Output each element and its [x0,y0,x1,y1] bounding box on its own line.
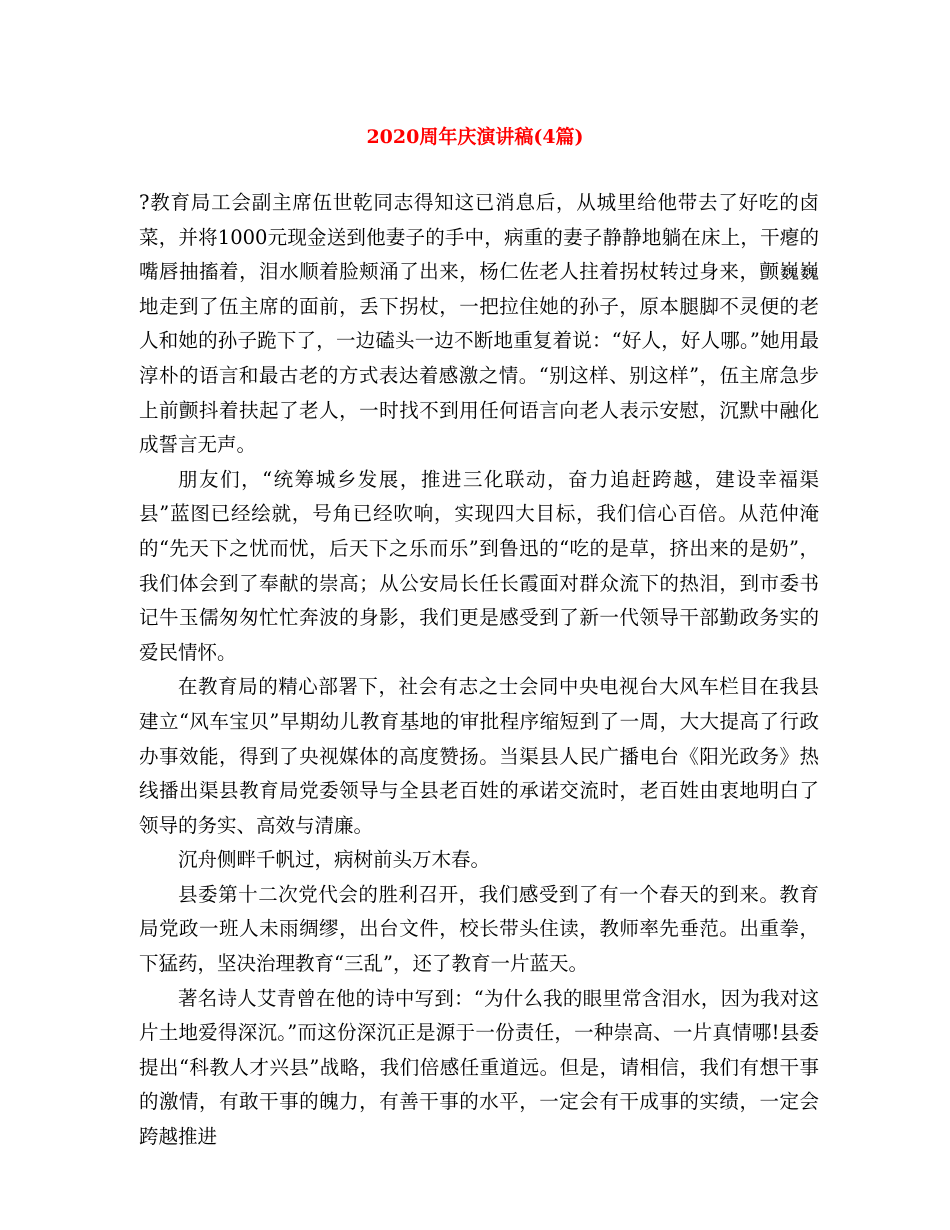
paragraph-4: 沉舟侧畔千帆过，病树前头万木春。 [178,848,491,872]
paragraph-1: ?教育局工会副主席伍世乾同志得知这已消息后，从城里给他带去了好吃的卤菜，并将1000元现金送到他妻子的手中，病重的妻子静静地躺在床上，干瘪的嘴唇抽搐着，泪水顺着脸颊涌了出来，杨仁佐老人拄着拐杖转过身来，颤巍巍地走到了伍主席的面前，丢下拐杖，一把拉住她的孙子，原本腿脚不灵便的老人和她的孙子跪下了，一边磕头一边不断地重复着说：“好人，好人哪。”她用最淳朴的语言和最古老的方式表达着感激之情。“别这样、别这样”，伍主席急步上前颤抖着扶起了老人，一时找不到用任何语言向老人表示安慰，沉默中融化成誓言无声。 [139,191,819,457]
document-body [139,186,819,1155]
paragraph-6: 著名诗人艾青曾在他的诗中写到：“为什么我的眼里常含泪水，因为我对这片土地爱得深沉。”而这份深沉正是源于一份责任，一种崇高、一片真情哪!县委提出“科教人才兴县”战略，我们倍感任重道远。但是，请相信，我们有想干事的激情，有敢干事的魄力，有善干事的水平，一定会有干成事的实绩，一定会跨越推进 [139,986,819,1149]
paragraph-3: 在教育局的精心部署下，社会有志之士会同中央电视台大风车栏目在我县建立“风车宝贝”早期幼儿教育基地的审批程序缩短到了一周，大大提高了行政办事效能，得到了央视媒体的高度赞扬。当渠县人民广播电台《阳光政务》热线播出渠县教育局党委领导与全县老百姓的承诺交流时，老百姓由衷地明白了领导的务实、高效与清廉。 [139,675,819,837]
paragraph-5: 县委第十二次党代会的胜利召开，我们感受到了有一个春天的到来。教育局党政一班人未雨绸缪，出台文件，校长带头住读，教师率先垂范。出重拳，下猛药，坚决治理教育“三乱”，还了教育一片蓝天。 [139,882,819,976]
document-title: 2020周年庆演讲稿(4篇) [366,126,584,148]
paragraph-2: 朋友们，“统筹城乡发展，推进三化联动，奋力追赶跨越，建设幸福渠县”蓝图已经绘就，号角已经吹响，实现四大目标，我们信心百倍。从范仲淹的“先天下之忧而忧，后天下之乐而乐”到鲁迅的“吃的是草，挤出来的是奶”，我们体会到了奉献的崇高；从公安局长任长霞面对群众流下的热泪，到市委书记牛玉儒匆匆忙忙奔波的身影，我们更是感受到了新一代领导干部勤政务实的爱民情怀。 [139,467,819,664]
